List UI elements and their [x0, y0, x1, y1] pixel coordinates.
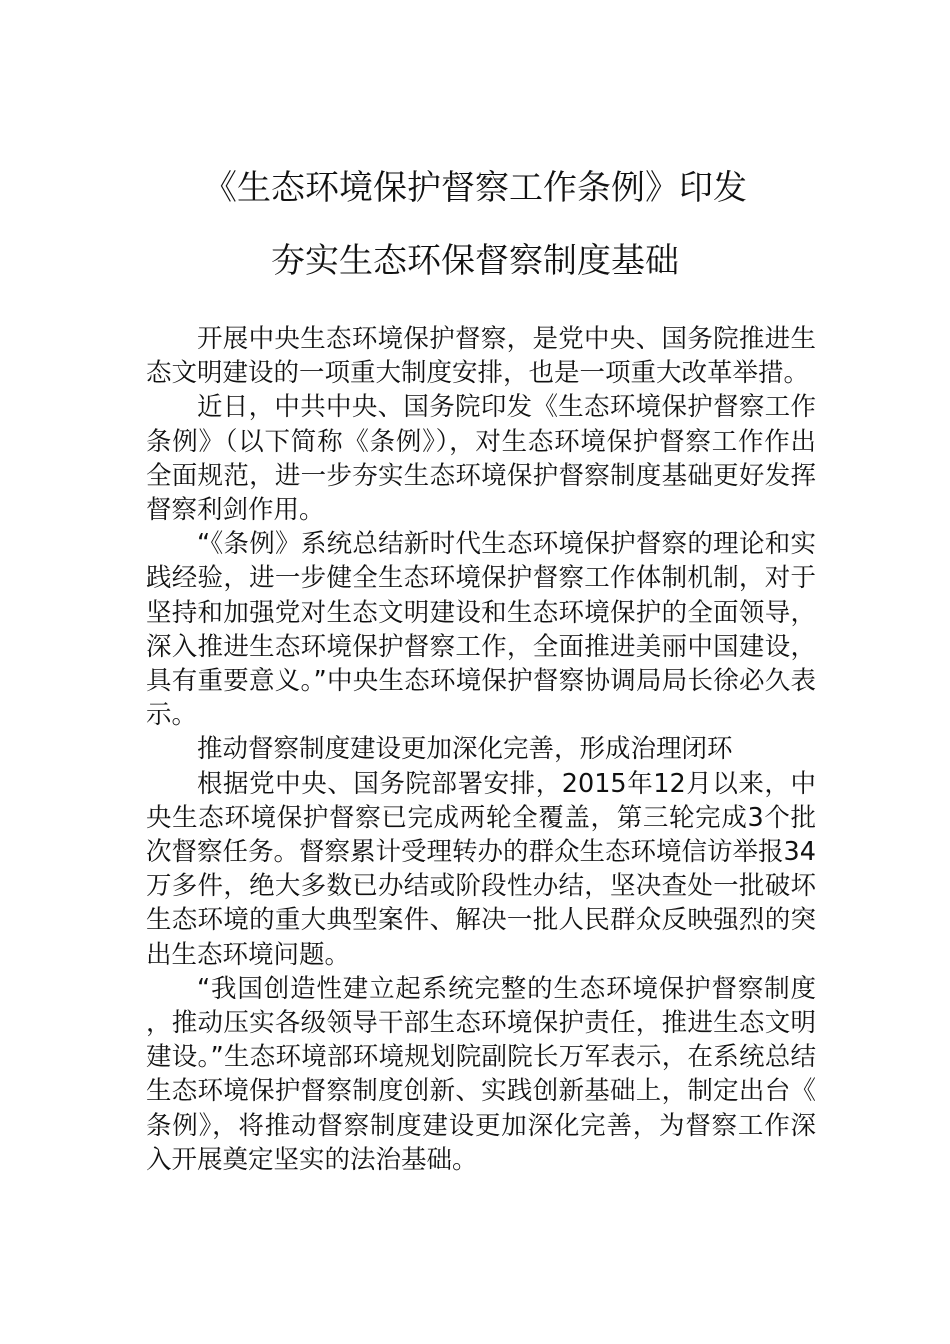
paragraph: 开展中央生态环境保护督察，是党中央、国务院推进生态文明建设的一项重大制度安排，也是一项重大改革举措。	[146, 324, 816, 389]
document-title: 《生态环境保护督察工作条例》印发	[203, 168, 747, 208]
paragraph: 根据党中央、国务院部署安排，2015年12月以来，中央生态环境保护督察已完成两轮全覆盖，第三轮完成3个批次督察任务。督察累计受理转办的群众生态环境信访举报34万多件，绝大多数已办结或阶段性办结，坚决查处一批破坏生态环境的重大典型案件、解决一批人民群众反映强烈的突出生态环境问题。	[146, 768, 816, 970]
paragraph: “我国创造性建立起系统完整的生态环境保护督察制度，推动压实各级领导干部生态环境保护责任，推进生态文明建设。”生态环境部环境规划院副院长万军表示，在系统总结生态环境保护督察制度创新、实践创新基础上，制定出台《条例》，将推动督察制度建设更加深化完善，为督察工作深入开展奠定坚实的法治基础。	[146, 973, 816, 1175]
section-heading: 推动督察制度建设更加深化完善，形成治理闭环	[197, 734, 733, 765]
paragraph: “《条例》系统总结新时代生态环境保护督察的理论和实践经验，进一步健全生态环境保护督察工作体制机制，对于坚持和加强党对生态文明建设和生态环境保护的全面领导，深入推进生态环境保护督察工作，全面推进美丽中国建设，具有重要意义。”中央生态环境保护督察协调局局长徐必久表示。	[146, 529, 816, 731]
document-subtitle: 夯实生态环保督察制度基础	[271, 241, 679, 281]
article-body	[146, 322, 816, 1177]
paragraph: 近日，中共中央、国务院印发《生态环境保护督察工作条例》（以下简称《条例》），对生态环境保护督察工作作出全面规范，进一步夯实生态环境保护督察制度基础更好发挥督察利剑作用。	[146, 392, 816, 526]
